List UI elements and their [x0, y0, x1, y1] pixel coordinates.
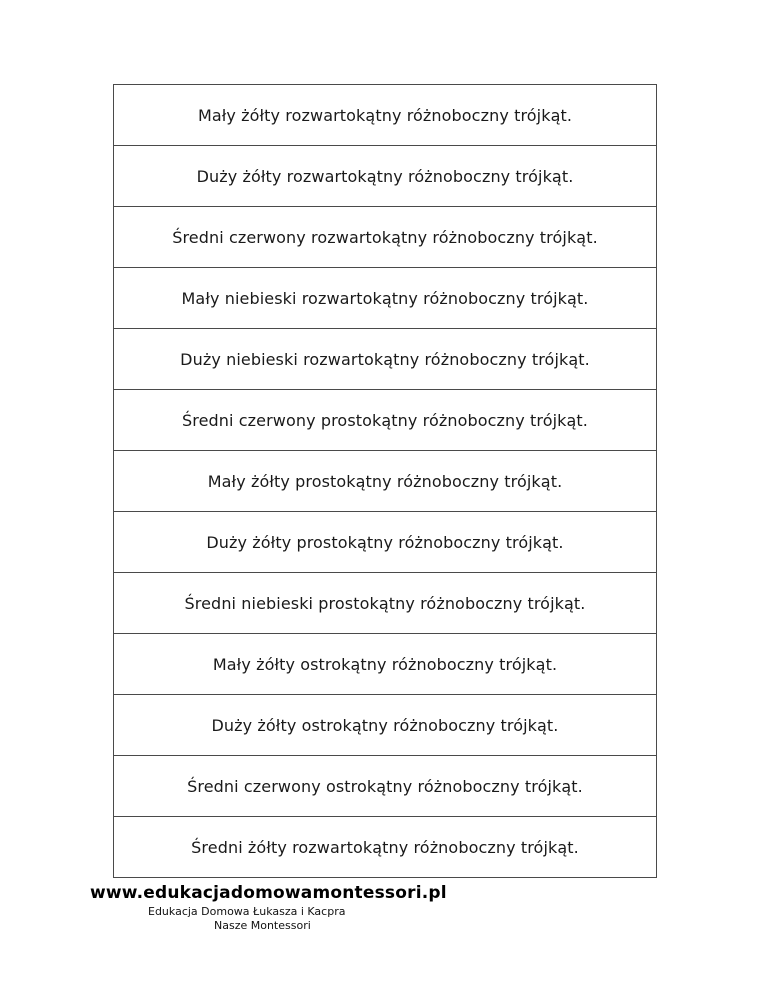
card-row: Mały żółty ostrokątny różnoboczny trójkąt.	[114, 634, 656, 695]
card-row: Duży niebieski rozwartokątny różnoboczny trójkąt.	[114, 329, 656, 390]
footer-subtitle: Edukacja Domowa Łukasza i Kacpra	[148, 905, 346, 918]
card-row: Duży żółty ostrokątny różnoboczny trójkąt.	[114, 695, 656, 756]
card-row: Średni czerwony prostokątny różnoboczny trójkąt.	[114, 390, 656, 451]
card-row: Średni czerwony ostrokątny różnoboczny trójkąt.	[114, 756, 656, 817]
card-row: Duży żółty prostokątny różnoboczny trójkąt.	[114, 512, 656, 573]
card-table	[113, 84, 657, 878]
card-row: Duży żółty rozwartokątny różnoboczny trójkąt.	[114, 146, 656, 207]
card-row: Mały żółty rozwartokątny różnoboczny trójkąt.	[114, 85, 656, 146]
card-row: Średni niebieski prostokątny różnoboczny trójkąt.	[114, 573, 656, 634]
footer-tagline: Nasze Montessori	[214, 919, 311, 932]
footer	[90, 883, 510, 932]
website-url: www.edukacjadomowamontessori.pl	[90, 883, 447, 903]
card-row: Mały żółty prostokątny różnoboczny trójkąt.	[114, 451, 656, 512]
card-row: Mały niebieski rozwartokątny różnoboczny trójkąt.	[114, 268, 656, 329]
card-row: Średni czerwony rozwartokątny różnoboczny trójkąt.	[114, 207, 656, 268]
card-row: Średni żółty rozwartokątny różnoboczny trójkąt.	[191, 837, 579, 857]
